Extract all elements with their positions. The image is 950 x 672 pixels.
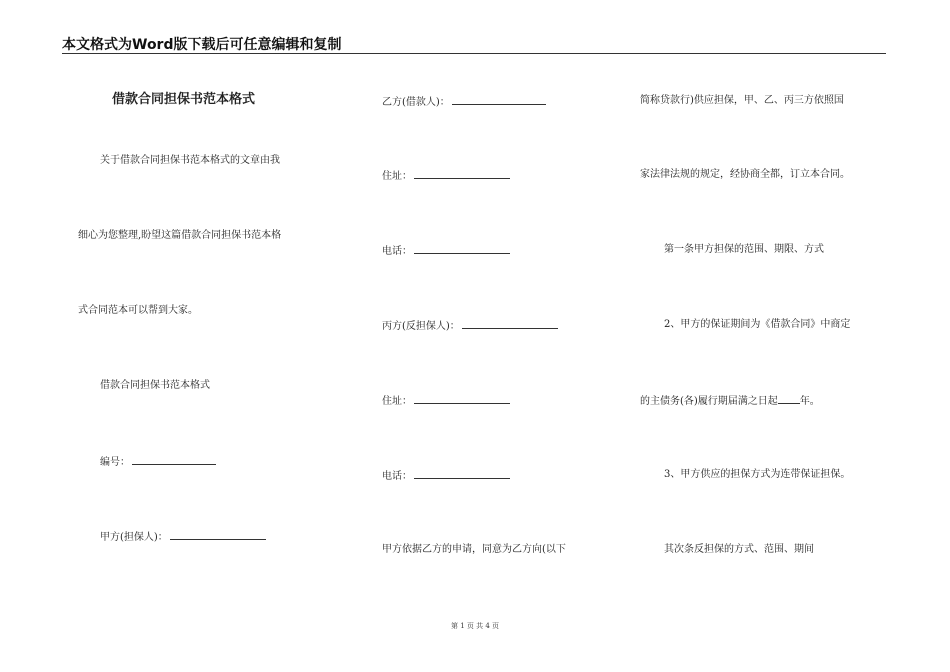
article-4-text: 3、甲方供应的担保方式为连带保证担保。 (664, 469, 851, 480)
address-2-blank[interactable] (414, 393, 510, 404)
phone-2-label: 电话： (382, 471, 412, 482)
number-row (100, 454, 216, 470)
col2-text-1: 甲方依据乙方的申请，同意为乙方向(以下 (382, 544, 566, 555)
party-c-label: 丙方(反担保人)： (382, 321, 460, 332)
page-footer: 第 1 页 共 4 页 (450, 622, 500, 630)
party-b-label: 乙方(借款人)： (382, 97, 450, 108)
party-b-blank[interactable] (452, 94, 546, 105)
number-label: 编号： (100, 457, 130, 468)
address-1-label: 住址： (382, 171, 412, 182)
intro-line-3: 式合同范本可以帮到大家。 (78, 305, 198, 316)
party-c-blank[interactable] (462, 318, 558, 329)
article-2-text: 2、甲方的保证期间为《借款合同》中商定 (664, 319, 851, 330)
address-2-label: 住址： (382, 396, 412, 407)
phone-1-label: 电话： (382, 246, 412, 257)
intro-line-2: 细心为您整理,盼望这篇借款合同担保书范本格 (78, 230, 282, 241)
party-a-label: 甲方(担保人)： (100, 532, 168, 543)
years-unit: 年。 (799, 396, 820, 407)
address-1-blank[interactable] (414, 168, 510, 179)
party-a-row (100, 529, 266, 545)
article-1-heading: 第一条甲方担保的范围、期限、方式 (664, 244, 824, 255)
col3-text-2: 家法律法规的规定，经协商全都，订立本合同。 (640, 169, 850, 180)
page-header (62, 32, 886, 54)
phone-2-blank[interactable] (414, 468, 510, 479)
document-title: 借款合同担保书范本格式 (112, 92, 256, 107)
party-b-row (382, 94, 546, 110)
article-3-row (640, 393, 820, 409)
party-c-row (382, 318, 558, 334)
years-blank[interactable] (778, 393, 800, 404)
address-2-row (382, 393, 510, 409)
phone-1-blank[interactable] (414, 243, 510, 254)
number-blank[interactable] (132, 454, 216, 465)
article-5-heading: 其次条反担保的方式、范围、期间 (664, 544, 814, 555)
col3-text-1: 简称贷款行)供应担保，甲、乙、丙三方依照国 (640, 95, 844, 106)
phone-1-row (382, 243, 510, 259)
phone-2-row (382, 468, 510, 484)
address-1-row (382, 168, 510, 184)
header-text: 本文格式为Word版下载后可任意编辑和复制 (62, 37, 342, 53)
party-a-blank[interactable] (170, 529, 266, 540)
article-3-text: 的主债务(各)履行期届满之日起 (640, 396, 778, 407)
subtitle: 借款合同担保书范本格式 (100, 380, 210, 391)
intro-line-1: 关于借款合同担保书范本格式的文章由我 (100, 155, 280, 166)
